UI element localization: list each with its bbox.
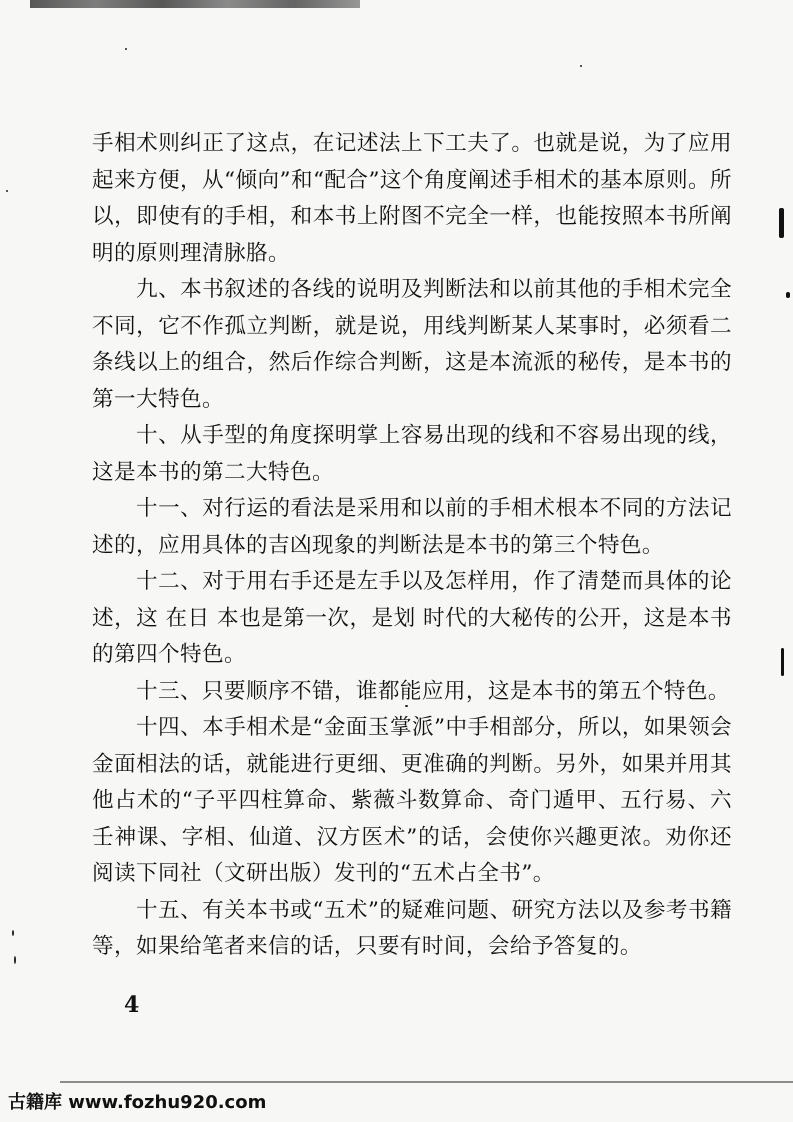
scan-speck <box>6 190 8 192</box>
paragraph-item-10: 十、从手型的角度探明掌上容易出现的线和不容易出现的线，这是本书的第二大特色。 <box>92 423 732 485</box>
paragraph-continuation: 手相术则纠正了这点，在记述法上下工夫了。也就是说，为了应用起来方便，从“倾向”和“配合”这个角度阐述手相术的基本原则。所以，即使有的手相，和本书上附图不完全一样，也能按照本书所阐明的原则理清脉胳。 <box>92 131 732 266</box>
page-body <box>92 126 732 966</box>
margin-mark-right-1 <box>779 208 784 238</box>
scan-top-strip <box>30 0 360 8</box>
paragraph-item-15: 十五、有关本书或“五术”的疑难问题、研究方法以及参考书籍等，如果给笔者来信的话，只要有时间，会给予答复的。 <box>92 897 732 959</box>
scan-speck <box>405 705 408 707</box>
bottom-rule <box>60 1081 793 1083</box>
paragraph-item-13: 十三、只要顺序不错，谁都能应用，这是本书的第五个特色。 <box>136 678 730 704</box>
scan-speck <box>14 956 16 964</box>
margin-mark-right-3 <box>781 648 784 676</box>
scan-speck <box>580 65 582 67</box>
paragraph-item-12: 十二、对于用右手还是左手以及怎样用，作了清楚而具体的论述，这 在日 本也是第一次，是划 时代的大秘传的公开，这是本书的第四个特色。 <box>92 569 732 667</box>
paragraph-item-14: 十四、本手相术是“金面玉掌派”中手相部分，所以，如果领会金面相法的话，就能进行更细、更准确的判断。另外，如果并用其他占术的“子平四柱算命、紫薇斗数算命、奇门遁甲、五行易、六壬神课、字相、仙道、汉方医术”的话，会使你兴趣更浓。劝你还阅读下同社（文研出版）发刊的“五术占全书”。 <box>92 715 732 886</box>
paragraph-item-9: 九、本书叙述的各线的说明及判断法和以前其他的手相术完全不同，它不作孤立判断，就是说，用线判断某人某事时，必须看二条线以上的组合，然后作综合判断，这是本流派的秘传，是本书的第一大特色。 <box>92 277 732 412</box>
margin-mark-right-2 <box>786 292 790 298</box>
page-number: 4 <box>124 992 140 1018</box>
site-watermark: 古籍库 www.fozhu920.com <box>8 1092 267 1113</box>
paragraph-item-11: 十一、对行运的看法是采用和以前的手相术根本不同的方法记述的，应用具体的吉凶现象的判断法是本书的第三个特色。 <box>92 496 732 558</box>
scan-speck <box>125 48 127 50</box>
scan-speck <box>12 930 14 936</box>
